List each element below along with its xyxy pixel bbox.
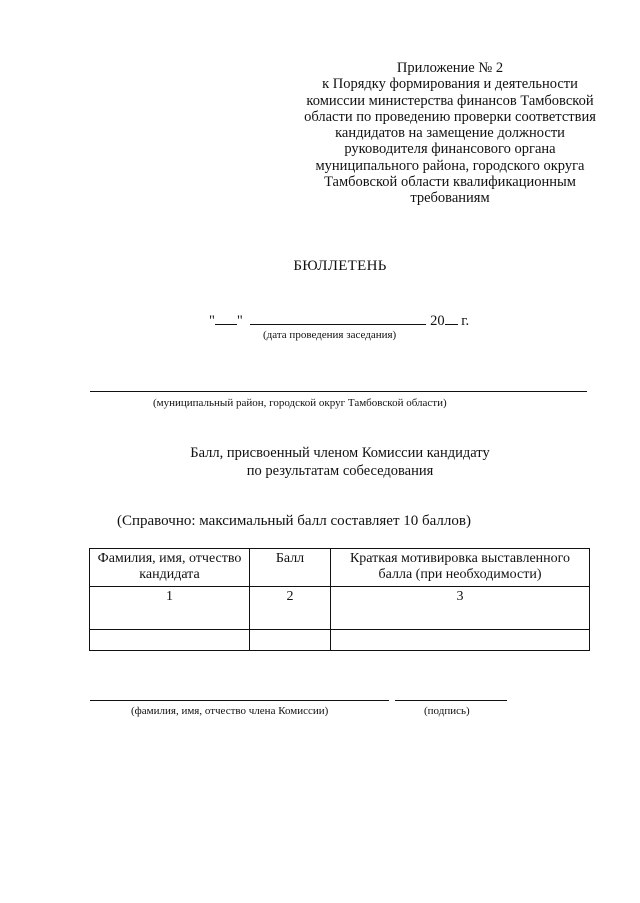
candidate-name-cell[interactable] xyxy=(90,630,250,651)
signature-line[interactable] xyxy=(395,700,507,701)
table-header-row xyxy=(90,549,590,587)
municipality-line[interactable] xyxy=(90,391,587,392)
year-prefix: 20 xyxy=(430,313,445,329)
intro-text xyxy=(130,444,550,480)
municipality-caption: (муниципальный район, городской округ Тамбовской области) xyxy=(153,397,447,409)
column-number: 2 xyxy=(250,587,331,630)
member-name-line[interactable] xyxy=(90,700,389,701)
table-number-row xyxy=(90,587,590,630)
member-name-caption: (фамилия, имя, отчество члена Комиссии) xyxy=(131,705,329,717)
intro-line: по результатам собеседования xyxy=(246,463,434,479)
appendix-line: Тамбовской области квалификационным xyxy=(324,174,576,191)
month-blank[interactable] xyxy=(250,310,426,325)
date-caption: (дата проведения заседания) xyxy=(263,329,397,341)
reference-note: (Справочно: максимальный балл составляет 10 баллов) xyxy=(117,513,471,529)
header-motivation: Краткая мотивировка выставленного балла (при необходимости) xyxy=(331,549,590,587)
quote-close: " xyxy=(236,313,243,329)
appendix-line: требованиям xyxy=(410,190,490,207)
signature-caption: (подпись) xyxy=(424,705,470,717)
appendix-line: муниципального района, городского округа xyxy=(315,157,585,174)
appendix-line: области по проведению проверки соответствия xyxy=(304,108,596,125)
year-suffix: г. xyxy=(461,313,470,329)
day-blank[interactable] xyxy=(215,310,237,325)
appendix-line: руководителя финансового органа xyxy=(344,141,556,158)
column-number: 1 xyxy=(90,587,250,630)
date-line xyxy=(209,310,469,330)
score-table xyxy=(89,548,590,651)
quote-open: " xyxy=(209,313,215,329)
appendix-line: к Порядку формирования и деятельности xyxy=(322,76,578,93)
appendix-line: кандидатов на замещение должности xyxy=(335,125,565,142)
intro-line: Балл, присвоенный членом Комиссии кандидату xyxy=(190,445,490,461)
year-blank[interactable] xyxy=(445,310,458,325)
motivation-cell[interactable] xyxy=(331,630,590,651)
appendix-line: комиссии министерства финансов Тамбовской xyxy=(306,92,594,109)
header-score: Балл xyxy=(250,549,331,587)
document-title: БЮЛЛЕТЕНЬ xyxy=(293,258,387,274)
score-cell[interactable] xyxy=(250,630,331,651)
appendix-line: Приложение № 2 xyxy=(396,60,504,76)
column-number: 3 xyxy=(331,587,590,630)
header-candidate-name: Фамилия, имя, отчество кандидата xyxy=(90,549,250,587)
appendix-block xyxy=(270,60,630,207)
table-row xyxy=(90,630,590,651)
